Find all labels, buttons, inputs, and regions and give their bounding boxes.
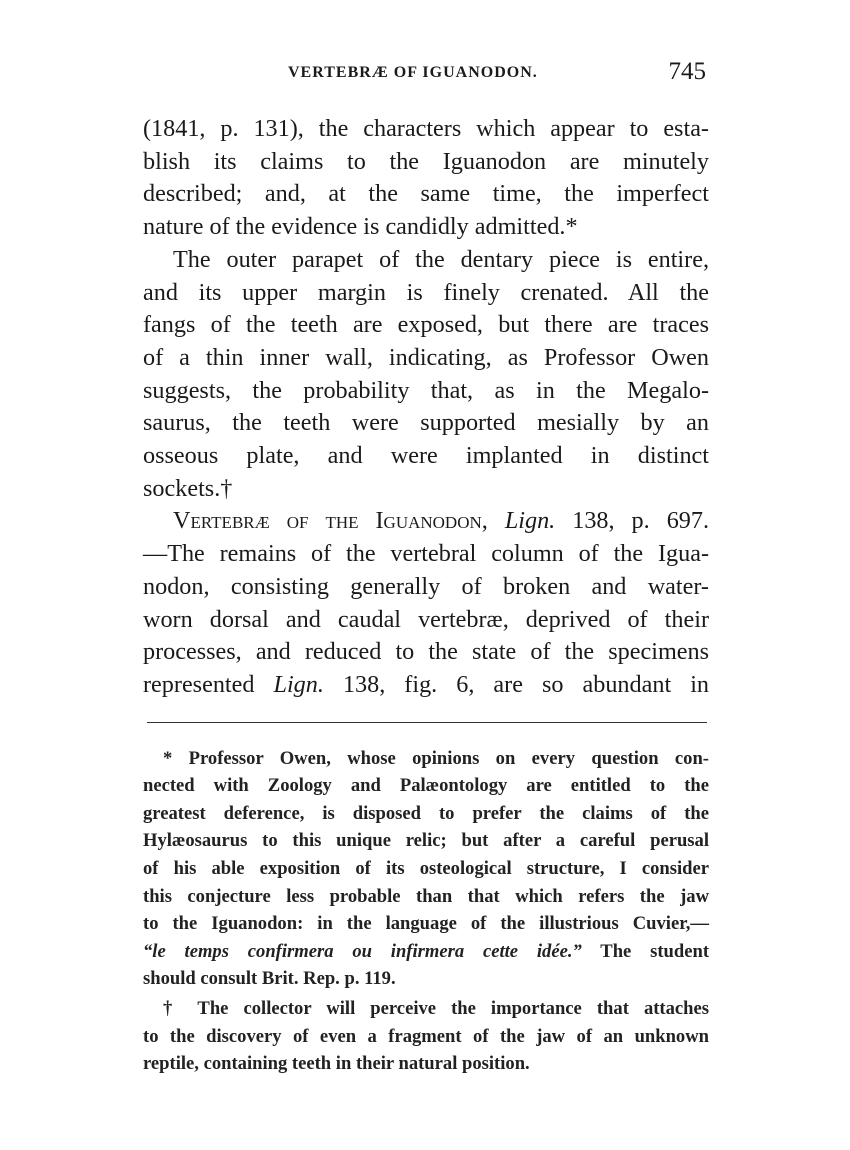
footnote-line: reptile, containing teeth in their natural position. <box>143 1053 530 1075</box>
running-title: VERTEBRÆ OF IGUANODON. <box>288 64 538 81</box>
text-line: of a thin inner wall, indicating, as Professor Owen <box>143 343 709 371</box>
body-text <box>143 113 709 702</box>
text-fragment: The student <box>600 940 710 962</box>
footnote-line: this conjecture less probable than that which refers the jaw <box>143 885 709 907</box>
text-line: suggests, the probability that, as in the Megalo- <box>143 376 709 404</box>
text-line: nodon, consisting generally of broken and water- <box>143 572 709 600</box>
text-line: nature of the evidence is candidly admitted.* <box>143 213 578 241</box>
section-heading: Vertebræ of the Iguanodon, <box>173 507 488 535</box>
section-heading-line <box>143 505 709 538</box>
running-head <box>143 58 709 90</box>
footnote-line: nected with Zoology and Palæontology are entitled to the <box>143 775 709 797</box>
footnote-line: should consult Brit. Rep. p. 119. <box>143 968 396 990</box>
paragraph-3 <box>143 505 709 701</box>
text-fragment: represented <box>143 670 255 698</box>
lign-reference: Lign. <box>504 507 556 535</box>
text-fragment: 138, fig. 6, are so abundant in <box>342 670 710 698</box>
paragraph-2 <box>143 244 709 506</box>
cuvier-quote: “le temps confirmera ou infirmera cette idée.” <box>143 940 582 962</box>
text-line: saurus, the teeth were supported mesially by an <box>143 409 709 437</box>
footnote-line: † The collector will perceive the importance that attaches <box>163 998 709 1019</box>
text-line <box>143 669 709 702</box>
text-line: and its upper margin is finely crenated. All the <box>143 278 709 306</box>
footnote-line: to the Iguanodon: in the language of the illustrious Cuvier,— <box>143 913 709 935</box>
text-line: osseous plate, and were implanted in distinct <box>143 442 709 470</box>
footnote-1 <box>143 745 709 993</box>
text-line: worn dorsal and caudal vertebræ, deprived of their <box>143 605 709 633</box>
lign-reference: Lign. <box>273 670 324 698</box>
paragraph-1 <box>143 113 709 244</box>
footnote-line: * Professor Owen, whose opinions on every question con- <box>163 747 709 769</box>
footnote-line: to the discovery of even a fragment of the jaw of an unknown <box>143 1025 709 1047</box>
footnote-line <box>143 938 709 966</box>
footnote-line: Hylæosaurus to this unique relic; but after a careful perusal <box>143 830 709 852</box>
text-line: The outer parapet of the dentary piece is entire, <box>173 245 709 273</box>
footnote-line: greatest deference, is disposed to prefer the claims of the <box>143 802 709 824</box>
book-page <box>143 58 710 1078</box>
footnote-line: of his able exposition of its osteological structure, I consider <box>143 858 709 880</box>
text-line: —The remains of the vertebral column of the Igua- <box>143 540 709 568</box>
reference-tail: 138, p. 697. <box>572 507 710 535</box>
footnote-divider <box>147 722 707 723</box>
text-line: processes, and reduced to the state of the specimens <box>143 638 709 666</box>
footnote-2 <box>143 995 709 1078</box>
footnotes <box>143 745 709 1078</box>
text-line: fangs of the teeth are exposed, but there are traces <box>143 311 709 339</box>
text-line: (1841, p. 131), the characters which appear to esta- <box>143 115 709 142</box>
text-line: sockets.† <box>143 474 233 502</box>
text-line: described; and, at the same time, the imperfect <box>143 180 709 208</box>
page-number: 745 <box>668 58 706 85</box>
text-line: blish its claims to the Iguanodon are minutely <box>143 147 709 175</box>
